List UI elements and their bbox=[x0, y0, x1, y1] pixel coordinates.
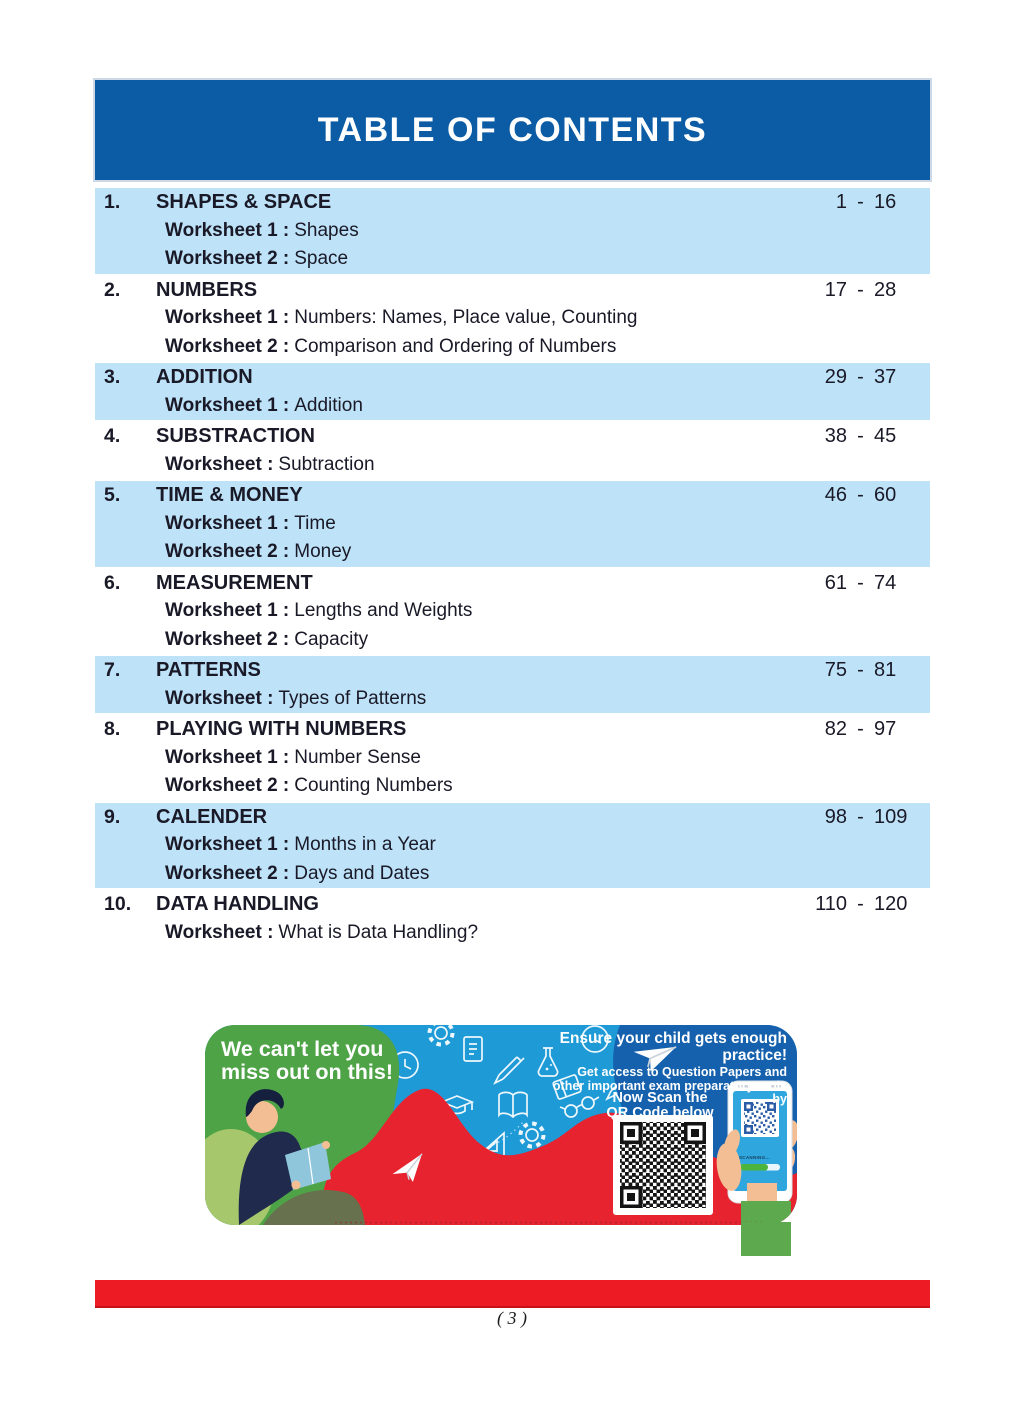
entry-page-range bbox=[801, 715, 930, 744]
worksheet-line bbox=[95, 772, 930, 801]
worksheet-line bbox=[95, 860, 930, 889]
entry-page-range bbox=[801, 276, 930, 305]
entry-number: 5. bbox=[104, 484, 121, 506]
worksheet-label: Worksheet 1 : bbox=[165, 834, 290, 855]
entry-number: 9. bbox=[104, 805, 121, 828]
banner-qr-instruction: Now Scan the QR Code below bbox=[606, 1090, 714, 1121]
worksheet-text: Types of Patterns bbox=[278, 687, 427, 709]
banner-subtext: Get access to Question Papers and other important exam preparatory tools by bbox=[552, 1065, 787, 1106]
worksheet-label: Worksheet 2 : bbox=[165, 248, 290, 269]
page-end: 97 bbox=[874, 718, 897, 740]
sleeve-extension bbox=[741, 1222, 791, 1256]
page-separator: - bbox=[857, 484, 864, 506]
page-end: 28 bbox=[874, 278, 897, 301]
page-title: TABLE OF CONTENTS bbox=[317, 110, 708, 149]
banner-left-text: We can't let you miss out on this! bbox=[221, 1037, 393, 1084]
toc-entry bbox=[95, 422, 930, 479]
worksheet-label: Worksheet : bbox=[165, 687, 274, 709]
toc-list bbox=[95, 188, 930, 949]
toc-entry bbox=[95, 656, 930, 713]
worksheet-line bbox=[95, 538, 930, 567]
page-separator: - bbox=[857, 425, 864, 447]
page-start: 1 bbox=[835, 191, 847, 213]
worksheet-label: Worksheet 2 : bbox=[165, 862, 290, 884]
page-separator: - bbox=[857, 805, 864, 828]
entry-number: 4. bbox=[104, 425, 121, 447]
worksheet-line bbox=[95, 217, 930, 246]
page-start: 61 bbox=[824, 571, 847, 594]
page-end: 81 bbox=[874, 659, 897, 681]
worksheet-label: Worksheet 2 : bbox=[165, 541, 290, 562]
page-separator: - bbox=[857, 659, 864, 681]
worksheet-line bbox=[95, 451, 930, 480]
entry-number: 1. bbox=[104, 191, 121, 213]
entry-page-range bbox=[801, 890, 930, 919]
worksheet-text: Days and Dates bbox=[294, 862, 430, 884]
worksheet-label: Worksheet 2 : bbox=[165, 775, 290, 796]
page-separator: - bbox=[857, 366, 864, 388]
page-separator: - bbox=[857, 191, 864, 213]
worksheet-text: Numbers: Names, Place value, Counting bbox=[294, 307, 638, 328]
worksheet-label: Worksheet 1 : bbox=[165, 307, 290, 328]
entry-number: 3. bbox=[104, 366, 121, 388]
worksheet-label: Worksheet 2 : bbox=[165, 628, 290, 650]
page-separator: - bbox=[857, 571, 864, 594]
page-end: 109 bbox=[874, 805, 908, 828]
entry-title: PATTERNS bbox=[156, 659, 261, 681]
page-start: 38 bbox=[824, 425, 847, 447]
worksheet-text: Space bbox=[294, 248, 349, 269]
entry-page-range bbox=[801, 188, 930, 217]
entry-number: 2. bbox=[104, 278, 121, 301]
page-separator: - bbox=[857, 278, 864, 301]
toc-entry bbox=[95, 363, 930, 420]
toc-entry bbox=[95, 276, 930, 362]
page-separator: - bbox=[857, 718, 864, 740]
worksheet-text: Shapes bbox=[294, 219, 359, 241]
entry-number: 10. bbox=[104, 893, 132, 915]
worksheet-text: Number Sense bbox=[294, 746, 421, 768]
page-separator: - bbox=[857, 893, 864, 915]
toc-header bbox=[95, 80, 930, 180]
entry-title: DATA HANDLING bbox=[156, 893, 319, 915]
worksheet-line bbox=[95, 333, 930, 362]
toc-entry bbox=[95, 481, 930, 567]
worksheet-line bbox=[95, 392, 930, 421]
worksheet-line bbox=[95, 744, 930, 773]
entry-title: TIME & MONEY bbox=[156, 484, 303, 506]
scanning-label: SCANNING... bbox=[739, 1155, 771, 1160]
page-end: 37 bbox=[874, 366, 897, 388]
toc-entry bbox=[95, 715, 930, 801]
entry-page-range bbox=[801, 363, 930, 392]
page-end: 74 bbox=[874, 571, 897, 594]
page-start: 98 bbox=[824, 805, 847, 828]
worksheet-text: What is Data Handling? bbox=[278, 921, 479, 943]
worksheet-label: Worksheet 1 : bbox=[165, 219, 290, 241]
page-start: 29 bbox=[824, 366, 847, 388]
entry-page-range bbox=[801, 422, 930, 451]
entry-page-range bbox=[801, 569, 930, 598]
entry-number: 6. bbox=[104, 571, 121, 594]
promo-banner bbox=[205, 1025, 797, 1225]
page-start: 46 bbox=[824, 484, 847, 506]
banner-headline: Ensure your child gets enough practice! bbox=[559, 1030, 787, 1064]
worksheet-line bbox=[95, 626, 930, 655]
worksheet-label: Worksheet 2 : bbox=[165, 335, 290, 357]
worksheet-label: Worksheet 1 : bbox=[165, 512, 290, 534]
page-start: 75 bbox=[824, 659, 847, 681]
worksheet-line bbox=[95, 685, 930, 714]
entry-number: 8. bbox=[104, 718, 121, 740]
entry-title: MEASUREMENT bbox=[156, 571, 313, 594]
page-start: 17 bbox=[824, 278, 847, 301]
page-end: 60 bbox=[874, 484, 897, 506]
entry-page-range bbox=[801, 481, 930, 510]
entry-title: SHAPES & SPACE bbox=[156, 191, 332, 213]
worksheet-label: Worksheet 1 : bbox=[165, 746, 290, 768]
worksheet-line bbox=[95, 919, 930, 948]
worksheet-text: Lengths and Weights bbox=[294, 600, 473, 621]
worksheet-text: Months in a Year bbox=[294, 834, 436, 855]
entry-title: NUMBERS bbox=[156, 278, 258, 301]
worksheet-label: Worksheet : bbox=[165, 921, 274, 943]
worksheet-line bbox=[95, 510, 930, 539]
toc-entry bbox=[95, 188, 930, 274]
worksheet-text: Subtraction bbox=[278, 453, 375, 475]
page-end: 120 bbox=[874, 893, 908, 915]
worksheet-label: Worksheet 1 : bbox=[165, 394, 290, 416]
page-start: 110 bbox=[815, 893, 847, 915]
worksheet-text: Addition bbox=[294, 394, 363, 416]
worksheet-label: Worksheet 1 : bbox=[165, 600, 290, 621]
toc-entry bbox=[95, 803, 930, 889]
entry-title: ADDITION bbox=[156, 366, 253, 388]
entry-page-range bbox=[801, 656, 930, 685]
page-number: ( 3 ) bbox=[497, 1308, 527, 1328]
qr-code bbox=[613, 1115, 713, 1215]
worksheet-text: Comparison and Ordering of Numbers bbox=[294, 335, 617, 357]
worksheet-text: Counting Numbers bbox=[294, 775, 453, 796]
page-end: 16 bbox=[874, 191, 897, 213]
footer-red-bar bbox=[95, 1280, 930, 1308]
entry-page-range bbox=[801, 803, 930, 832]
worksheet-text: Capacity bbox=[294, 628, 369, 650]
entry-title: PLAYING WITH NUMBERS bbox=[156, 718, 407, 740]
worksheet-text: Money bbox=[294, 541, 352, 562]
worksheet-line bbox=[95, 304, 930, 333]
toc-entry bbox=[95, 890, 930, 947]
page-start: 82 bbox=[824, 718, 847, 740]
worksheet-line bbox=[95, 597, 930, 626]
entry-title: CALENDER bbox=[156, 805, 268, 828]
worksheet-label: Worksheet : bbox=[165, 453, 274, 475]
entry-number: 7. bbox=[104, 659, 121, 681]
worksheet-line bbox=[95, 831, 930, 860]
worksheet-text: Time bbox=[294, 512, 336, 534]
toc-entry bbox=[95, 569, 930, 655]
worksheet-line bbox=[95, 245, 930, 274]
page-end: 45 bbox=[874, 425, 897, 447]
entry-title: SUBSTRACTION bbox=[156, 425, 315, 447]
